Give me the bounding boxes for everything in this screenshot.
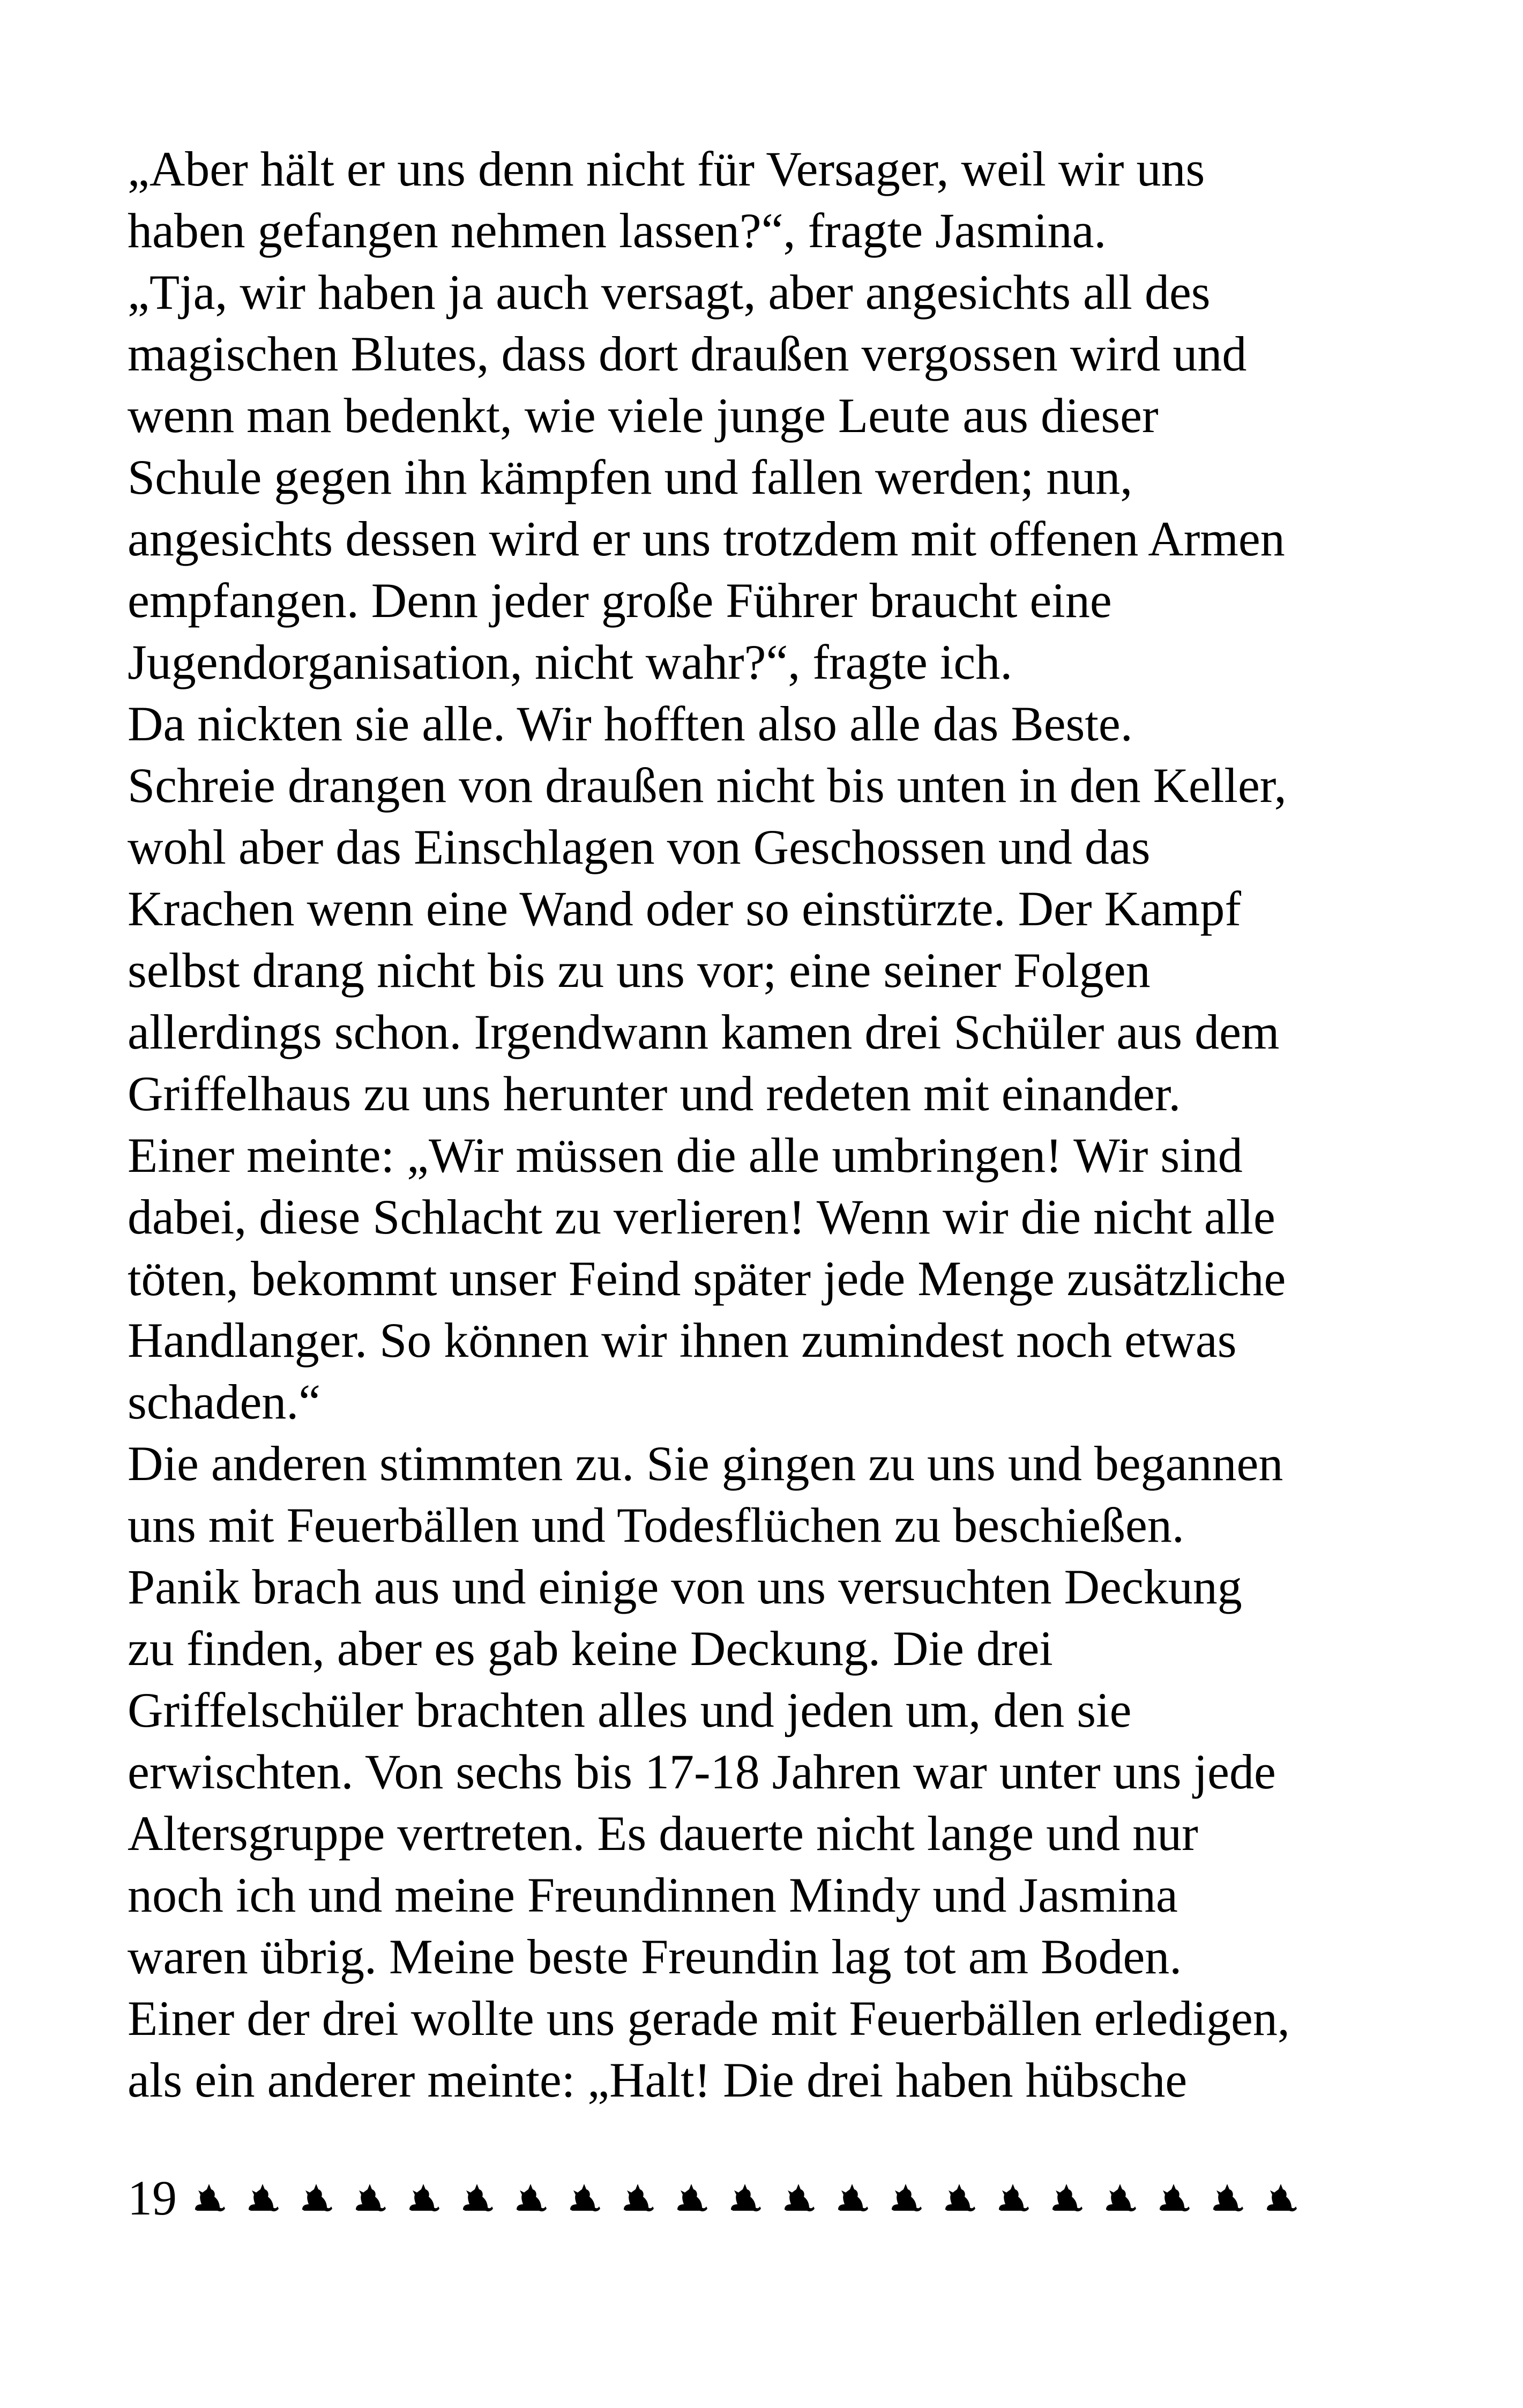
cat-silhouette-icon [621, 2181, 655, 2215]
text-line: Die anderen stimmten zu. Sie gingen zu uns und begannen [128, 1436, 1283, 1491]
cat-silhouette-icon [781, 2181, 816, 2215]
cat-silhouette-icon [513, 2181, 548, 2215]
text-line: Griffelschüler brachten alles und jeden um, den sie [128, 1683, 1132, 1737]
text-line: wohl aber das Einschlagen von Geschossen und das [128, 820, 1151, 874]
text-line: Da nickten sie alle. Wir hofften also alle das Beste. [128, 696, 1133, 751]
text-line: empfangen. Denn jeder große Führer braucht eine [128, 573, 1112, 628]
cat-silhouette-icon [406, 2181, 441, 2215]
cat-silhouette-icon [245, 2181, 280, 2215]
cat-silhouette-icon [728, 2181, 762, 2215]
text-line: Einer meinte: „Wir müssen die alle umbringen! Wir sind [128, 1128, 1243, 1183]
footer-ornament-row [192, 2181, 1298, 2215]
text-line: allerdings schon. Irgendwann kamen drei Schüler aus dem [128, 1005, 1280, 1059]
text-line: waren übrig. Meine beste Freundin lag tot am Boden. [128, 1929, 1182, 1984]
cat-silhouette-icon [889, 2181, 923, 2215]
cat-silhouette-icon [996, 2181, 1030, 2215]
text-line: „Aber hält er uns denn nicht für Versager, weil wir uns [128, 142, 1205, 196]
text-line: Krachen wenn eine Wand oder so einstürzte. Der Kampf [128, 881, 1241, 936]
text-line: als ein anderer meinte: „Halt! Die drei haben hübsche [128, 2053, 1188, 2107]
text-line: Altersgruppe vertreten. Es dauerte nicht lange und nur [128, 1806, 1198, 1861]
cat-silhouette-icon [1210, 2181, 1244, 2215]
text-line: uns mit Feuerbällen und Todesflüchen zu beschießen. [128, 1498, 1184, 1552]
text-line: erwischten. Von sechs bis 17-18 Jahren war unter uns jede [128, 1744, 1276, 1799]
text-line: „Tja, wir haben ja auch versagt, aber angesichts all des [128, 265, 1211, 319]
text-line: Griffelhaus zu uns herunter und redeten mit einander. [128, 1066, 1181, 1121]
cat-silhouette-icon [835, 2181, 869, 2215]
cat-silhouette-icon [1103, 2181, 1137, 2215]
text-line: töten, bekommt unser Feind später jede Menge zusätzliche [128, 1251, 1286, 1306]
text-line: Panik brach aus und einige von uns versuchten Deckung [128, 1559, 1242, 1614]
text-line: Einer der drei wollte uns gerade mit Feuerbällen erledigen, [128, 1991, 1290, 2046]
cat-silhouette-icon [353, 2181, 387, 2215]
text-line: dabei, diese Schlacht zu verlieren! Wenn wir die nicht alle [128, 1190, 1275, 1244]
text-line: schaden.“ [128, 1374, 321, 1429]
cat-silhouette-icon [460, 2181, 494, 2215]
text-line: Handlanger. So können wir ihnen zumindest noch etwas [128, 1313, 1237, 1367]
cat-silhouette-icon [299, 2181, 333, 2215]
text-line: haben gefangen nehmen lassen?“, fragte Jasmina. [128, 203, 1107, 258]
cat-silhouette-icon [674, 2181, 708, 2215]
cat-silhouette-icon [1049, 2181, 1084, 2215]
text-line: selbst drang nicht bis zu uns vor; eine seiner Folgen [128, 943, 1151, 998]
cat-silhouette-icon [1264, 2181, 1298, 2215]
cat-silhouette-icon [567, 2181, 601, 2215]
page-footer [128, 2166, 1298, 2230]
text-line: Schreie drangen von draußen nicht bis unten in den Keller, [128, 758, 1287, 813]
cat-silhouette-icon [192, 2181, 226, 2215]
text-line: wenn man bedenkt, wie viele junge Leute aus dieser [128, 388, 1159, 443]
cat-silhouette-icon [942, 2181, 976, 2215]
cat-silhouette-icon [1156, 2181, 1191, 2215]
text-line: zu finden, aber es gab keine Deckung. Die drei [128, 1621, 1053, 1676]
body-text [128, 138, 1424, 2111]
text-line: noch ich und meine Freundinnen Mindy und Jasmina [128, 1868, 1178, 1922]
text-line: angesichts dessen wird er uns trotzdem mit offenen Armen [128, 511, 1285, 566]
text-line: magischen Blutes, dass dort draußen vergossen wird und [128, 326, 1247, 381]
text-line: Jugendorganisation, nicht wahr?“, fragte ich. [128, 635, 1013, 689]
page-number: 19 [128, 2171, 177, 2225]
text-line: Schule gegen ihn kämpfen und fallen werden; nun, [128, 450, 1133, 504]
